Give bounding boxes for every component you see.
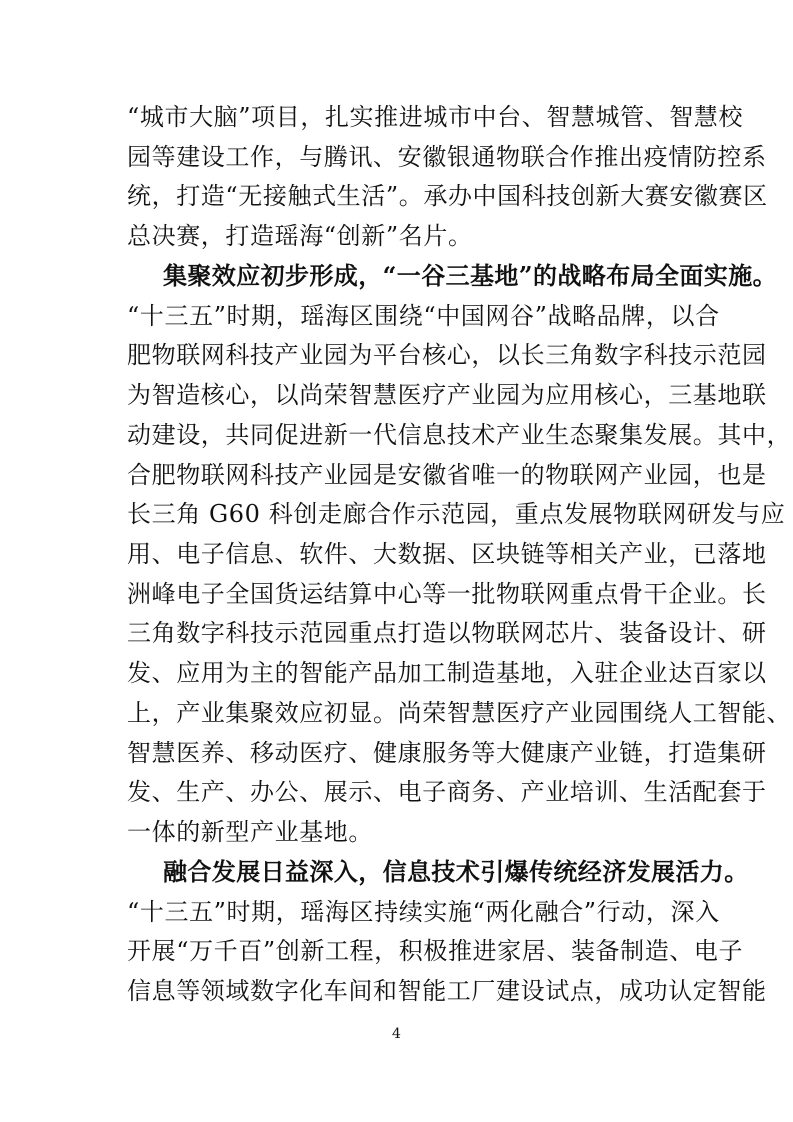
text-line: 园等建设工作，与腾讯、安徽银通物联合作推出疫情防控系 <box>127 143 767 171</box>
text-line: 发、应用为主的智能产品加工制造基地，入驻企业达百家以 <box>127 659 767 687</box>
section-heading: 融合发展日益深入，信息技术引爆传统经济发展活力。 <box>163 857 749 886</box>
text-line: 统，打造“无接触式生活”。承办中国科技创新大赛安徽赛区 <box>127 182 768 210</box>
text-line: “十三五”时期，瑶海区持续实施“两化融合”行动，深入 <box>127 898 720 926</box>
text-line: 为智造核心，以尚荣智慧医疗产业园为应用核心，三基地联 <box>127 381 767 409</box>
text-line: 总决赛，打造瑶海“创新”名片。 <box>127 222 473 250</box>
text-line: “十三五”时期，瑶海区围绕“中国网谷”战略品牌，以合 <box>127 302 720 330</box>
text-line: 上，产业集聚效应初显。尚荣智慧医疗产业园围绕人工智能、 <box>127 699 792 727</box>
text-line: 开展“万千百”创新工程，积极推进家居、装备制造、电子 <box>127 937 744 965</box>
text-line: 三角数字科技示范园重点打造以物联网芯片、装备设计、研 <box>127 619 767 647</box>
text-line: 用、电子信息、软件、大数据、区块链等相关产业，已落地 <box>127 540 767 568</box>
text-line: 肥物联网科技产业园为平台核心，以长三角数字科技示范园 <box>127 341 767 369</box>
text-line: “城市大脑”项目，扎实推进城市中台、智慧城管、智慧校 <box>127 103 744 131</box>
text-line: 动建设，共同促进新一代信息技术产业生态聚集发展。其中， <box>127 421 792 449</box>
text-line: 合肥物联网科技产业园是安徽省唯一的物联网产业园，也是 <box>127 461 767 489</box>
text-line: 洲峰电子全国货运结算中心等一批物联网重点骨干企业。长 <box>127 580 767 608</box>
text-line: 长三角 G60 科创走廊合作示范园，重点发展物联网研发与应 <box>127 500 786 528</box>
text-line: 信息等领域数字化车间和智能工厂建设试点，成功认定智能 <box>127 977 767 1005</box>
page-number: 4 <box>392 1026 401 1042</box>
text-line: 发、生产、办公、展示、电子商务、产业培训、生活配套于 <box>127 778 767 806</box>
section-heading: 集聚效应初步形成，“一谷三基地”的战略布局全面实施。 <box>163 261 778 290</box>
text-line: 一体的新型产业基地。 <box>127 818 373 846</box>
text-line: 智慧医养、移动医疗、健康服务等大健康产业链，打造集研 <box>127 739 767 767</box>
